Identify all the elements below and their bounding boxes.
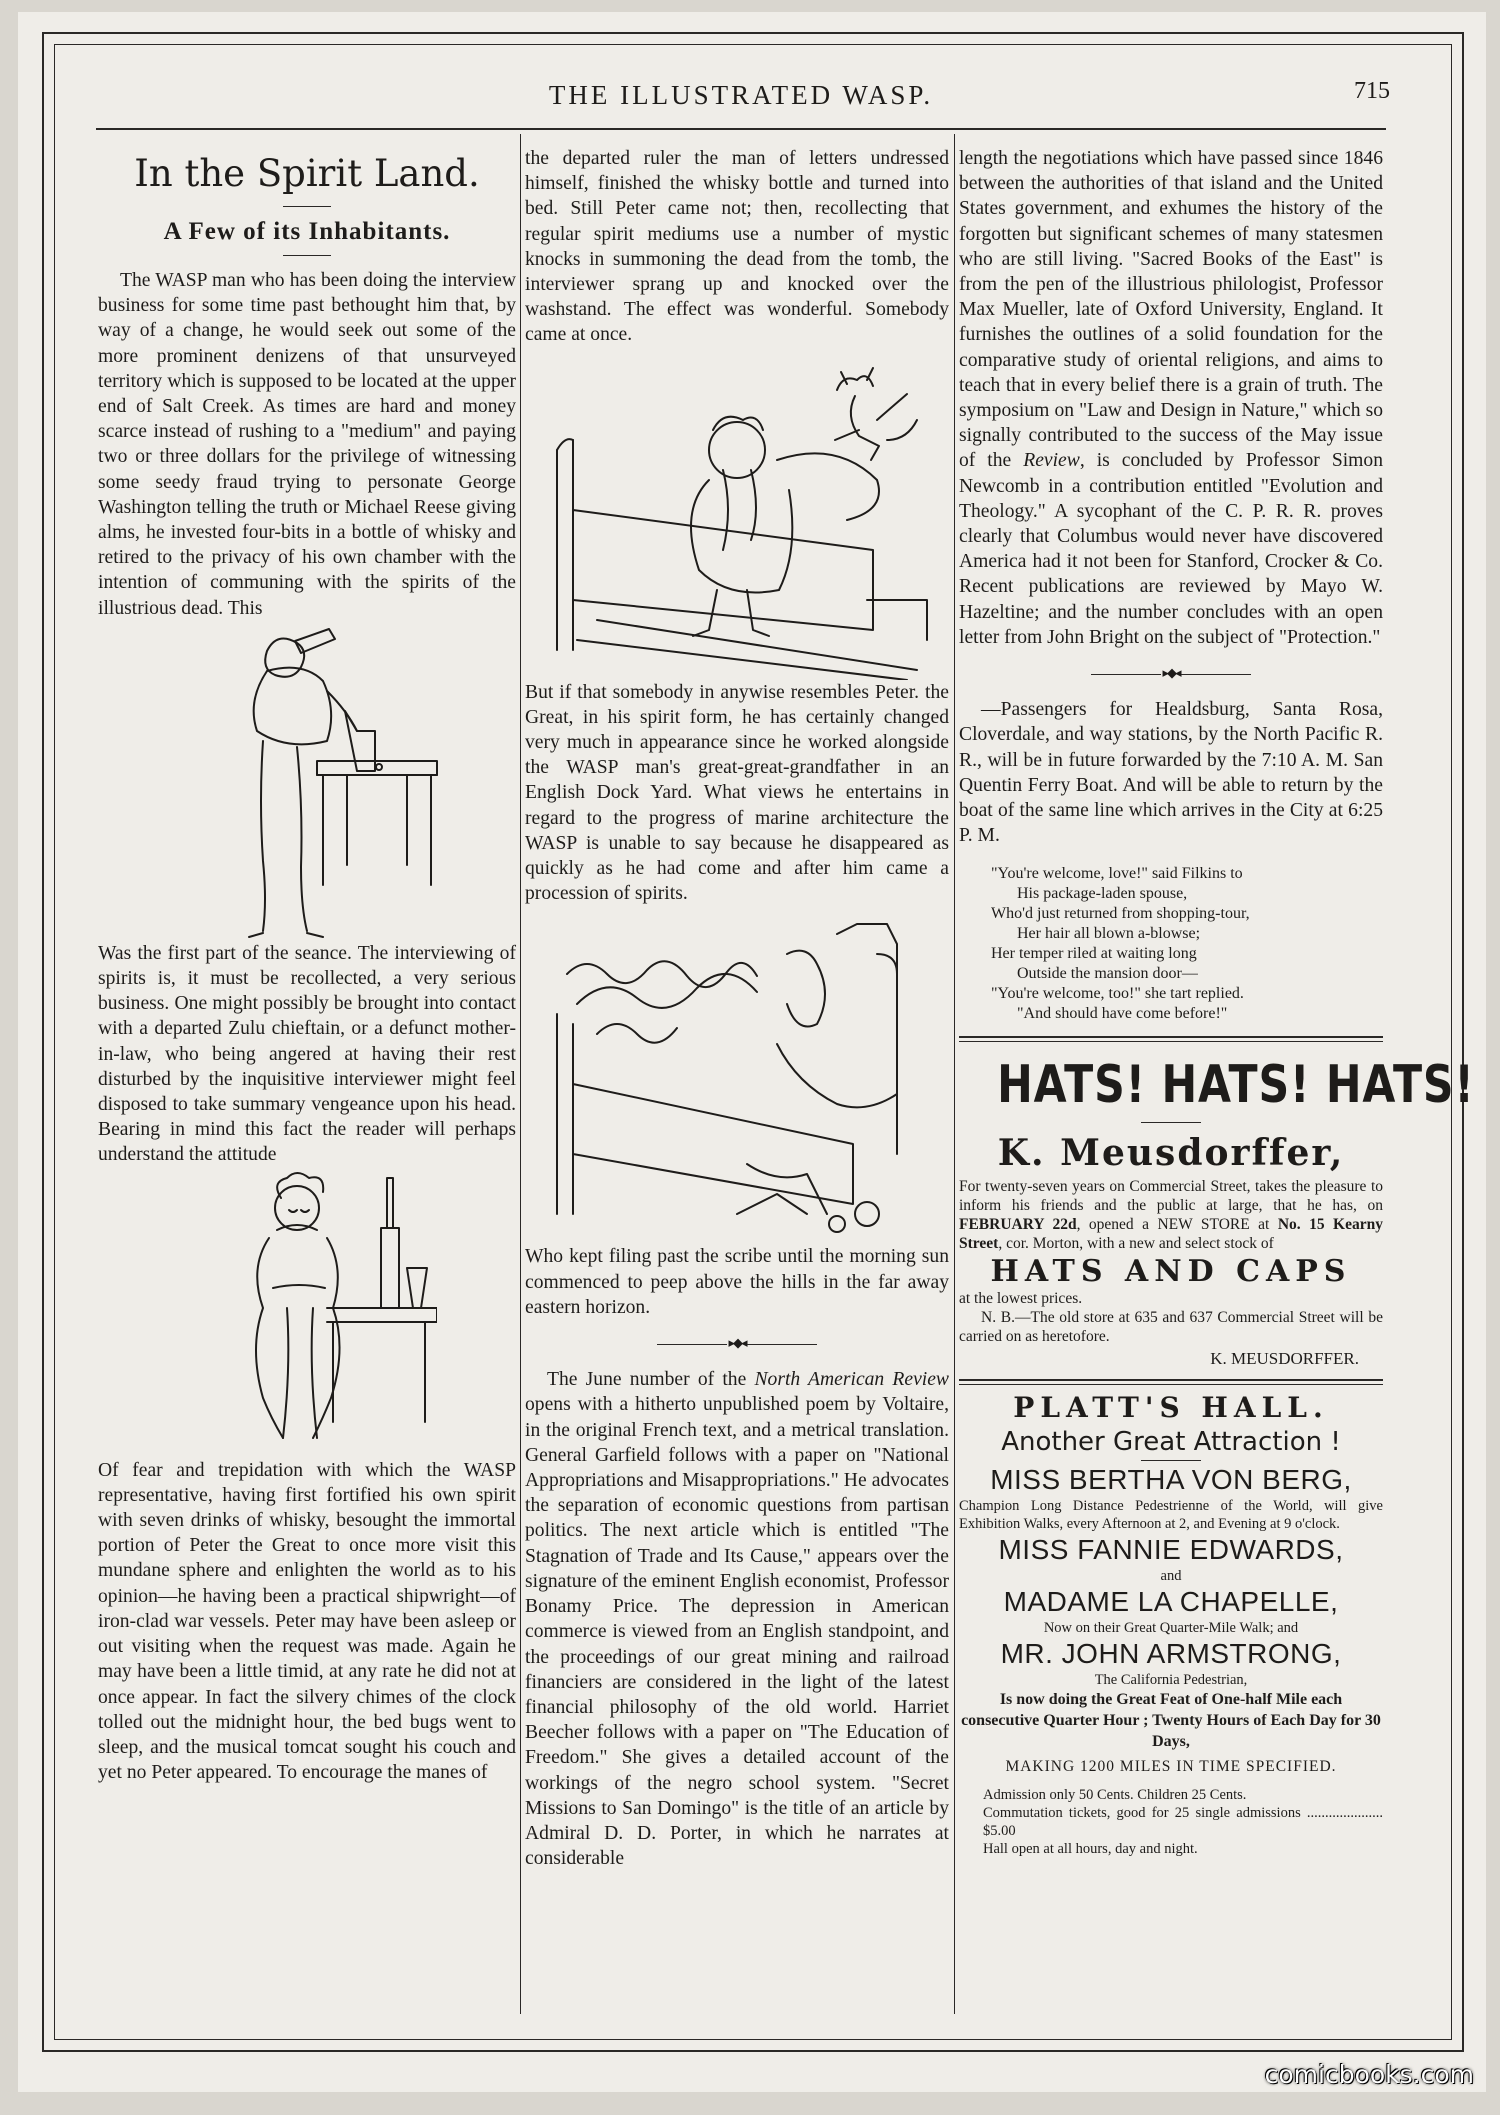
hats-and-caps: HATS AND CAPS xyxy=(990,1254,1352,1290)
site-watermark: comicbooks.com xyxy=(1264,2060,1474,2089)
section-divider-2: ▸◆◂ xyxy=(959,660,1383,685)
article-paragraph-4: the departed ruler the man of letters undressed himself, finished the whisky bottle and turned into bed. Still Peter came not; then, recollecting that regular spirit mediums use a number of mystic knocks in summoning the dead from the tomb, the interviewer sprang up and knocked over the washstand. The effect was wonderful. Somebody came at once. xyxy=(525,148,949,346)
performer-chapelle: MADAME LA CHAPELLE, xyxy=(1003,1586,1339,1618)
hats-signature: K. MEUSDORFFER. xyxy=(1210,1348,1359,1368)
page-number: 715 xyxy=(1354,78,1390,104)
hats-nb: N. B.—The old store at 635 and 637 Commercial Street will be carried on as heretofore. xyxy=(959,1308,1383,1345)
illustration-devil-at-bedside xyxy=(537,360,937,680)
poem-line-8: "And should have come before!" xyxy=(1017,1005,1228,1023)
article-paragraph-3: Of fear and trepidation with which the WASP representative, having first fortified his own spirit with seven drinks of whisky, besought the immortal portion of Peter the Great to once more visit this mundane sphere and enlighten the world as to his opinion—he having been a practical shipwright—of iron-clad war vessels. Peter may have been asleep or out visiting when the request was made. Again he may have been a little timid, at any rate he did not at once appear. In fact the silvery chimes of the clock tolled out the midnight hour, the bed bugs went to sleep, and the musical tomcat sought his couch and yet no Peter appeared. To encourage the manes of xyxy=(98,1459,516,1784)
column-1 xyxy=(98,146,516,1785)
poem-line-1: "You're welcome, love!" said Filkins to xyxy=(991,865,1243,883)
performer-armstrong: MR. JOHN ARMSTRONG, xyxy=(1000,1638,1342,1670)
venue-name: PLATT'S HALL. xyxy=(1013,1390,1329,1424)
illustration-procession-of-spirits xyxy=(537,914,937,1244)
hats-prices: at the lowest prices. xyxy=(959,1289,1083,1307)
column-2 xyxy=(525,146,949,1871)
miles-text: MAKING 1200 MILES IN TIME SPECIFIED. xyxy=(1005,1758,1337,1776)
article-subtitle: A Few of its Inhabitants. xyxy=(163,218,451,245)
chapelle-description: Now on their Great Quarter-Mile Walk; and xyxy=(1043,1620,1299,1637)
armstrong-description: The California Pedestrian, xyxy=(1094,1672,1248,1689)
commutation-text: Commutation tickets, good for 25 single admissions ..................... $5.00 xyxy=(983,1805,1384,1840)
platts-hall-advertisement xyxy=(959,1390,1384,1858)
hats-headline: HATS! HATS! HATS! xyxy=(997,1055,1475,1116)
ad-divider-thin xyxy=(959,1384,1383,1385)
subtitle-rule xyxy=(283,255,331,256)
column-divider-2 xyxy=(954,134,955,2014)
masthead-rule xyxy=(96,128,1386,130)
poem-line-5: Her temper riled at waiting long xyxy=(991,945,1197,963)
article-paragraph-6: Who kept filing past the scribe until the morning sun commenced to peep above the hills in the far away eastern horizon. xyxy=(525,1246,949,1318)
and-text: and xyxy=(1160,1568,1182,1585)
performer-bertha: MISS BERTHA VON BERG, xyxy=(990,1464,1352,1496)
article-paragraph-1: The WASP man who has been doing the interview business for some time past bethought him that, by way of a change, he would seek out some of the more prominent denizens of that unsurveyed territory which is supposed to be located at the upper end of Salt Creek. As times are hard and money scarce instead of rushing to a "medium" and paying two or three dollars for the privilege of witnessing some seedy fraud trying to personate George Washington telling the truth or Michael Reese giving alms, he invested four-bits in a bottle of whisky and retired to the privacy of his own chamber with the intention of communing with the spirits of the illustrious dead. This xyxy=(98,270,516,619)
merchant-name: K. Meusdorffer, xyxy=(997,1132,1345,1175)
poem-line-6: Outside the mansion door— xyxy=(1017,965,1198,983)
title-rule xyxy=(283,206,331,207)
column-3 xyxy=(959,146,1475,1858)
ad-top-rule xyxy=(959,1036,1383,1038)
hats-body: For twenty-seven years on Commercial Street, takes the pleasure to inform his friends and the public at large, that he has, on FEBRUARY 22d, opened a NEW STORE at No. 15 Kearny Street, cor. Morton, with a new and select stock of xyxy=(959,1178,1383,1253)
feat-text: Is now doing the Great Feat of One-half Mile each consecutive Quarter Hour ; Twenty Hours of Each Day for 30 Days, xyxy=(961,1691,1381,1751)
performer-fannie: MISS FANNIE EDWARDS, xyxy=(998,1534,1344,1566)
poem-line-3: Who'd just returned from shopping-tour, xyxy=(991,905,1250,923)
illustration-man-drinking xyxy=(167,621,447,941)
section-divider-1: ▸◆◂ xyxy=(525,1330,949,1355)
poem-line-7: "You're welcome, too!" she tart replied. xyxy=(991,985,1244,1003)
article-title: In the Spirit Land. xyxy=(134,152,480,195)
article-paragraph-5: But if that somebody in anywise resembles Peter. the Great, in his spirit form, he has certainly changed very much in appearance since he worked alongside the WASP man's great-great-grandfather in an English Dock Yard. What views he entertains in regard to the progress of marine architecture the WASP is unable to say because he disappeared as quickly as he had come and after him came a procession of spirits. xyxy=(525,681,949,905)
ad-divider xyxy=(959,1379,1383,1381)
masthead-title: THE ILLUSTRATED WASP. xyxy=(548,80,934,110)
tagline-rule xyxy=(1141,1460,1201,1461)
bertha-description: Champion Long Distance Pedestrienne of the World, will give Exhibition Walks, every Afternoon at 2, and Evening at 9 o'clock. xyxy=(959,1498,1383,1533)
hours-text: Hall open at all hours, day and night. xyxy=(983,1841,1198,1858)
illustration-frightened-man xyxy=(177,1168,437,1458)
hats-rule xyxy=(1141,1122,1201,1123)
tagline: Another Great Attraction ! xyxy=(1001,1427,1341,1458)
ferry-notice: —Passengers for Healdsburg, Santa Rosa, Cloverdale, and way stations, by the North Pacific R. R., will be in future forwarded by the 7:10 A. M. San Quentin Ferry Boat. And will be able to return by the boat of the same line which arrives in the City at 6:25 P. M. xyxy=(959,699,1383,847)
hats-advertisement xyxy=(959,1050,1475,1370)
admission-text: Admission only 50 Cents. Children 25 Cents. xyxy=(983,1787,1247,1804)
ad-top-rule-thin xyxy=(959,1041,1383,1042)
poem xyxy=(959,864,1383,1024)
poem-line-4: Her hair all blown a-blowse; xyxy=(1017,925,1201,943)
column-divider-1 xyxy=(520,134,521,2014)
review-paragraph: The June number of the North American Review opens with a hitherto unpublished poem by Voltaire, in the original French text, and a metrical translation. General Garfield follows with a paper on "National Appropriations and Misappropriations." He advocates the separation of economic questions from partisan politics. The next article which is entitled "The Stagnation of Trade and Its Cause," appears over the signature of the eminent English economist, Professor Bonamy Price. The depression in American commerce is viewed from an English standpoint, and the proceedings of our great mining and railroad financiers are considered in the light of the latest financial philosophy of the old world. Harriet Beecher follows with a paper on "The Education of Freedom." She gives a detailed account of the workings of the negro school system. "Secret Missions to San Domingo" is the title of an article by Admiral D. D. Porter, in which he narrates at considerable xyxy=(525,1369,950,1870)
article-paragraph-2: Was the first part of the seance. The interviewing of spirits is, it must be recollected, a very serious business. One might possibly be brought into contact with a departed Zulu chieftain, or a defunct mother-in-law, who being angered at having their rest disturbed by the inquisitive interviewer might feel disposed to take summary vengeance upon his head. Bearing in mind this fact the reader will perhaps understand the attitude xyxy=(98,942,516,1166)
poem-line-2: His package-laden spouse, xyxy=(1017,885,1188,903)
review-continued: length the negotiations which have passed since 1846 between the authorities of that island and the United States government, and exhumes the history of the forgotten but significant schemes of many statesmen who are still living. "Sacred Books of the East" is from the pen of the illustrious philologist, Professor Max Mueller, late of Oxford University, England. It furnishes the outlines of a solid foundation for the comparative study of oriental religions, and aims to teach that in every belief there is a grain of truth. The symposium on "Law and Design in Nature," which so signally contributed to the success of the May issue of the Review, is concluded by Professor Simon Newcomb in a contribution entitled "Evolution and Theology." A sycophant of the C. P. R. R. proves clearly that Columbus would never have discovered America had it not been for Stanford, Crocker & Co. Recent publications are reviewed by Mayo W. Hazeltine; and the number concludes with an open letter from John Bright on the subject of "Protection." xyxy=(959,148,1383,648)
